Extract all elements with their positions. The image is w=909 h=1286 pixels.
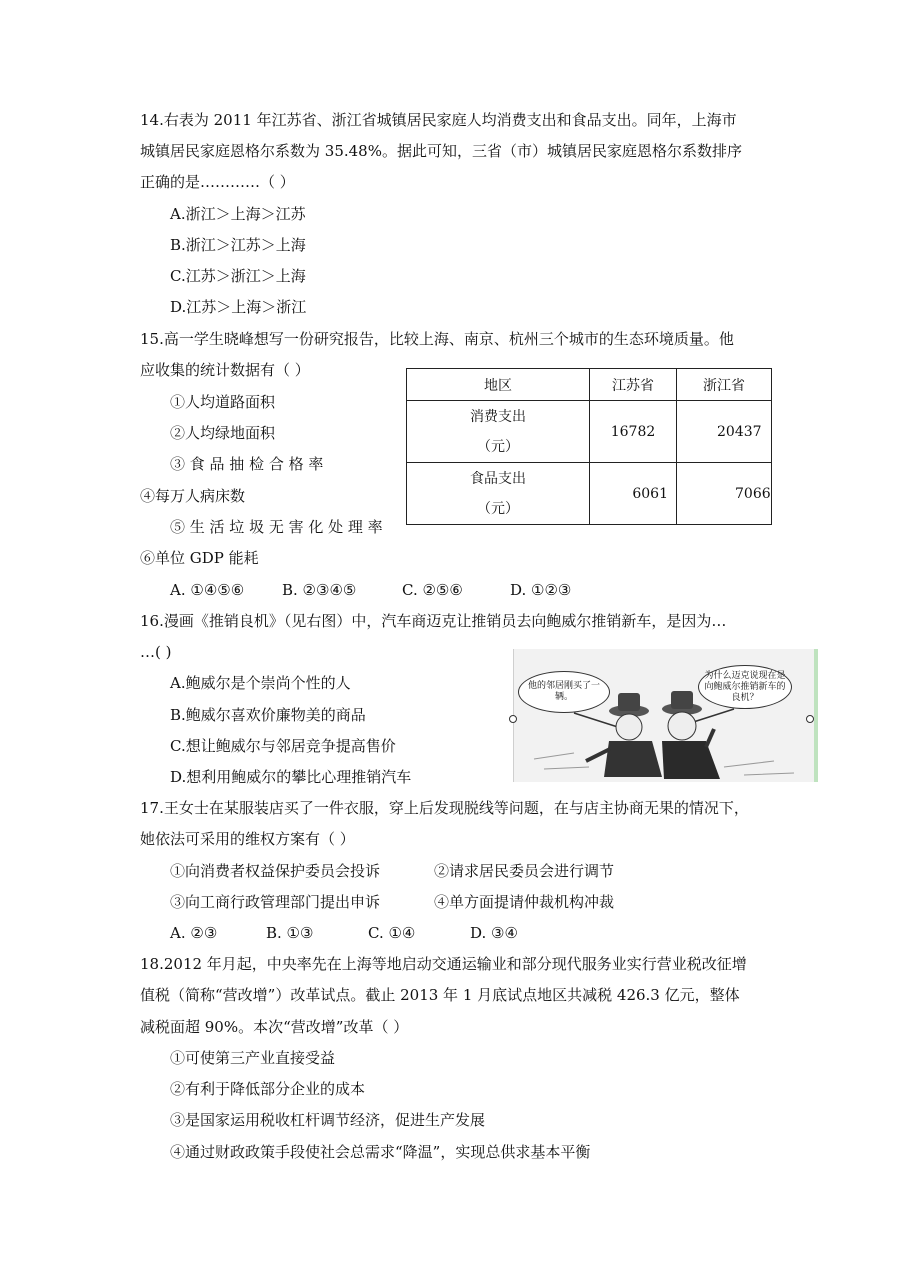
- q15-answer-d: D. ①②③: [510, 581, 572, 599]
- q15-line2: 应收集的统计数据有（ ）: [140, 361, 310, 379]
- speech-bubble-right: 为什么迈克说现在是向鲍威尔推销新车的良机？: [698, 665, 792, 709]
- speech-bubble-left: 他的邻居刚买了一辆。: [518, 671, 610, 713]
- image-edge: [814, 649, 818, 782]
- q16-option-b: B.鲍威尔喜欢价廉物美的商品: [170, 706, 366, 724]
- table-row: [407, 463, 772, 525]
- q17-item-2: ②请求居民委员会进行调节: [434, 862, 615, 880]
- q15-item-1: ①人均道路面积: [170, 393, 276, 411]
- q14-option-c: C.江苏＞浙江＞上海: [170, 267, 306, 285]
- resize-handle-right[interactable]: [806, 715, 814, 723]
- row-label-line2: （元）: [477, 500, 519, 517]
- q14-option-a: A.浙江＞上海＞江苏: [170, 205, 306, 223]
- row-label-line1: 食品支出: [470, 470, 526, 487]
- q16-option-a: A.鲍威尔是个崇尚个性的人: [170, 674, 351, 692]
- q14-option-b: B.浙江＞江苏＞上海: [170, 236, 306, 254]
- salesmen-drawing: [514, 649, 818, 782]
- table-cell-zhejiang: 7066: [677, 463, 772, 525]
- q17-item-1: ①向消费者权益保护委员会投诉: [170, 862, 381, 880]
- q14-line2: 城镇居民家庭恩格尔系数为 35.48%。据此可知，三省（市）城镇居民家庭恩格尔系数排序: [140, 142, 742, 160]
- q18-line1: 18.2012 年月起，中央率先在上海等地启动交通运输业和部分现代服务业实行营业税改征增: [140, 955, 747, 973]
- q18-item-2: ②有利于降低部分企业的成本: [170, 1080, 366, 1098]
- q17-line2: 她依法可采用的维权方案有（ ）: [140, 830, 355, 848]
- row-label-line2: （元）: [477, 438, 519, 455]
- row-label-line1: 消费支出: [470, 408, 526, 425]
- q15-item-2: ②人均绿地面积: [170, 424, 276, 442]
- q15-line1: 15.高一学生晓峰想写一份研究报告，比较上海、南京、杭州三个城市的生态环境质量。他: [140, 330, 734, 348]
- q18-line2: 值税（简称“营改增”）改革试点。截止 2013 年 1 月底试点地区共减税 426.3 亿元，整体: [140, 986, 740, 1004]
- q16-line2: …( ): [140, 643, 172, 661]
- q17-item-3: ③向工商行政管理部门提出申诉: [170, 893, 381, 911]
- q14-line3: 正确的是…………（ ）: [140, 173, 295, 191]
- q17-answer-b: B. ①③: [266, 924, 314, 942]
- q14-line1: 14.右表为 2011 年江苏省、浙江省城镇居民家庭人均消费支出和食品支出。同年，上海市: [140, 111, 737, 129]
- q16-option-d: D.想利用鲍威尔的攀比心理推销汽车: [170, 768, 412, 786]
- cartoon-image[interactable]: [513, 649, 818, 782]
- table-row: [407, 401, 772, 463]
- q14-option-d: D.江苏＞上海＞浙江: [170, 298, 307, 316]
- table-header-zhejiang: 浙江省: [677, 369, 772, 401]
- q16-option-c: C.想让鲍威尔与邻居竞争提高售价: [170, 737, 396, 755]
- q15-answer-a: A. ①④⑤⑥: [170, 581, 245, 599]
- q15-item-3: [170, 454, 392, 474]
- q18-line3: 减税面超 90%。本次“营改增”改革（ ）: [140, 1018, 409, 1036]
- q16-line1: 16.漫画《推销良机》（见右图）中，汽车商迈克让推销员去向鲍威尔推销新车，是因为…: [140, 612, 727, 630]
- q18-item-3: ③是国家运用税收杠杆调节经济，促进生产发展: [170, 1111, 486, 1129]
- table-header-region: 地区: [407, 369, 590, 401]
- q15-answer-c: C. ②⑤⑥: [402, 581, 463, 599]
- table-cell-jiangsu: 16782: [590, 401, 677, 463]
- resize-handle-left[interactable]: [509, 715, 517, 723]
- q18-item-1: ①可使第三产业直接受益: [170, 1049, 336, 1067]
- table-row-label: [407, 463, 590, 525]
- q17-answer-a: A. ②③: [170, 924, 218, 942]
- q18-item-4: ④通过财政政策手段使社会总需求“降温”，实现总供求基本平衡: [170, 1143, 591, 1161]
- q15-item-4: ④每万人病床数: [140, 487, 246, 505]
- q15-item-3-text: ③ 食 品 抽 检 合 格 率: [170, 455, 324, 473]
- q15-item-5: ⑤ 生 活 垃 圾 无 害 化 处 理 率: [170, 518, 383, 536]
- table-cell-jiangsu: 6061: [590, 463, 677, 525]
- table-row-label: [407, 401, 590, 463]
- q17-line1: 17.王女士在某服装店买了一件衣服，穿上后发现脱线等问题，在与店主协商无果的情况下，: [140, 799, 749, 817]
- q17-answer-d: D. ③④: [470, 924, 518, 942]
- table-cell-zhejiang: 20437: [677, 401, 772, 463]
- q17-answer-c: C. ①④: [368, 924, 416, 942]
- q15-answer-b: B. ②③④⑤: [282, 581, 357, 599]
- consumption-table: [406, 368, 772, 525]
- table-header-jiangsu: 江苏省: [590, 369, 677, 401]
- q17-item-4: ④单方面提请仲裁机构冲裁: [434, 893, 615, 911]
- q15-item-6: ⑥单位 GDP 能耗: [140, 549, 259, 567]
